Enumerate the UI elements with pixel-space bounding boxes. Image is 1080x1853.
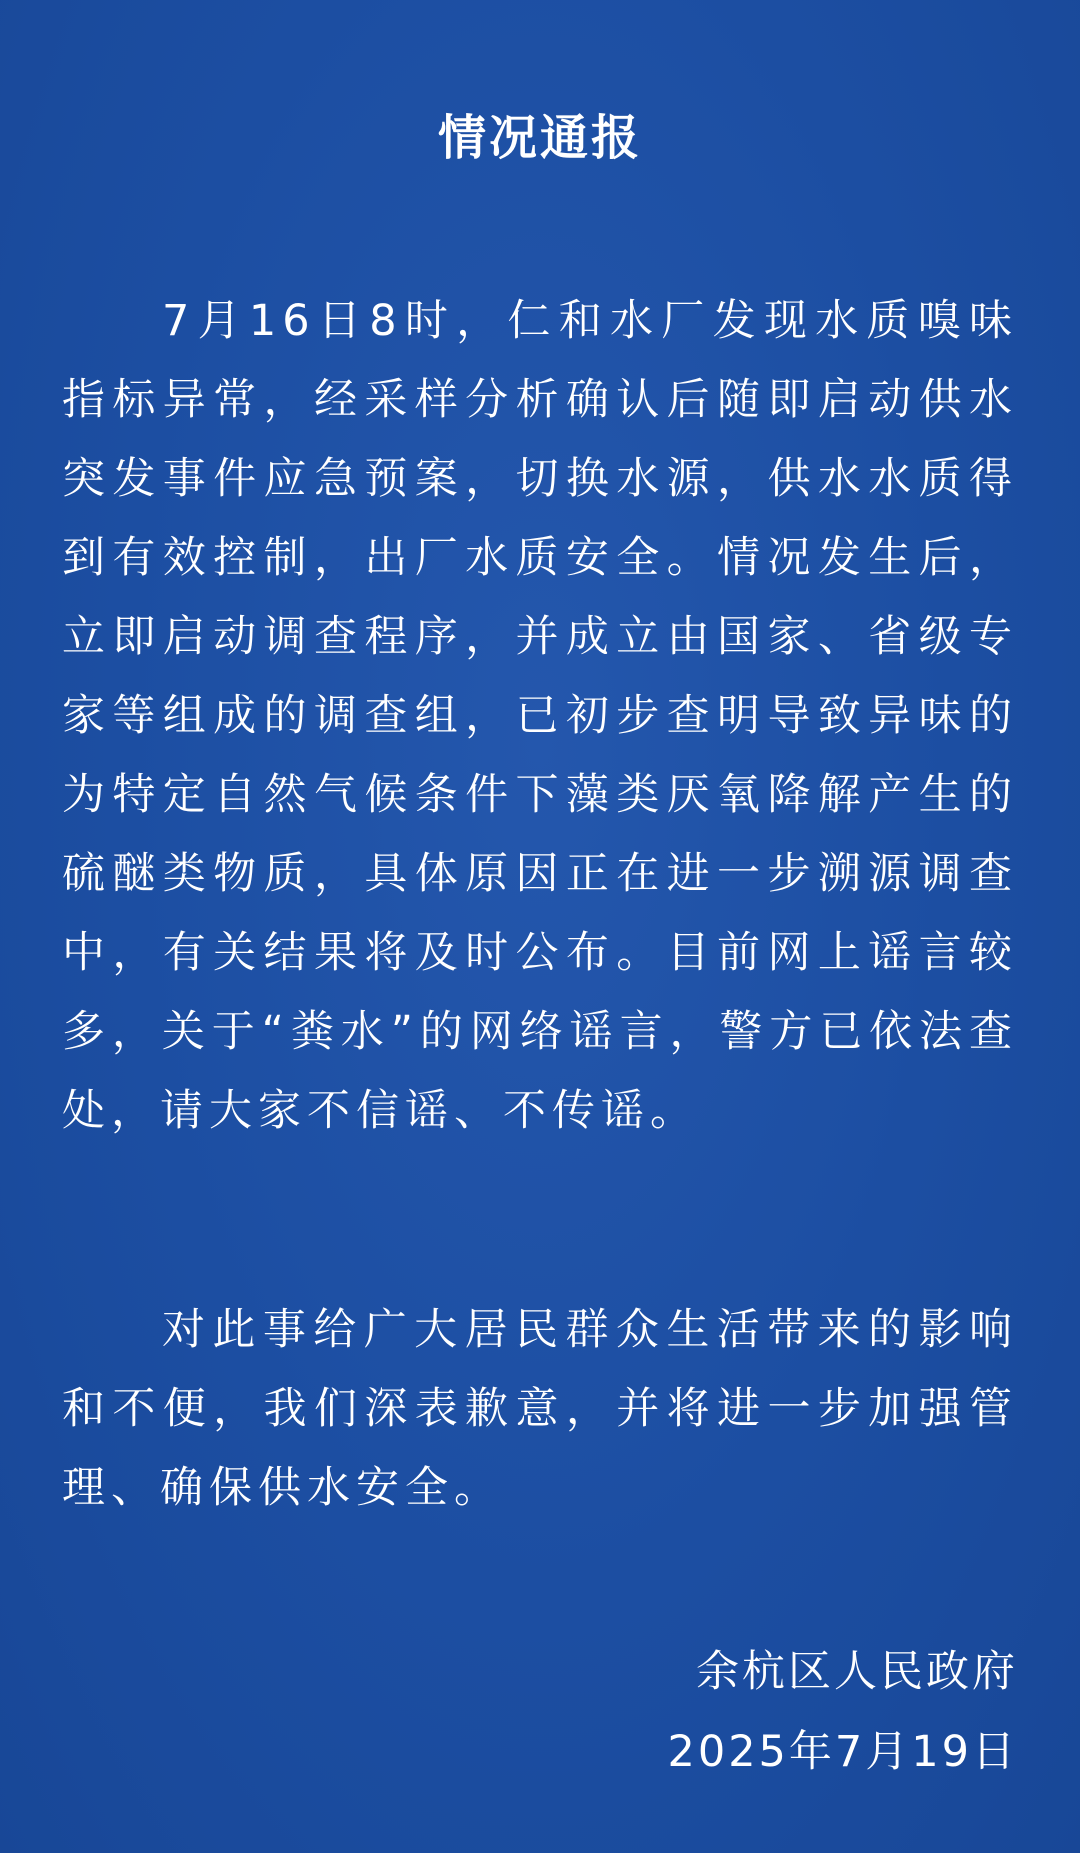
notice-paragraph-2: 对此事给广大居民群众生活带来的影响和不便，我们深表歉意，并将进一步加强管理、确保供水安全。 <box>62 1305 1018 1513</box>
issue-date: 2025年7月19日 <box>667 1727 1018 1777</box>
notice-title: 情况通报 <box>437 110 642 166</box>
notice-paragraph-1: 7月16日8时，仁和水厂发现水质嗅味指标异常，经采样分析确认后随即启动供水突发事件应急预案，切换水源，供水水质得到有效控制，出厂水质安全。情况发生后，立即启动调查程序，并成立由国家、省级专家等组成的调查组，已初步查明导致异味的为特定自然气候条件下藻类厌氧降解产生的硫醚类物质，具体原因正在进一步溯源调查中，有关结果将及时公布。目前网上谣言较多，关于“粪水”的网络谣言，警方已依法查处，请大家不信谣、不传谣。 <box>62 296 1018 1136</box>
issuer-name: 余杭区人民政府 <box>696 1647 1018 1697</box>
signature-block <box>667 1632 1018 1792</box>
